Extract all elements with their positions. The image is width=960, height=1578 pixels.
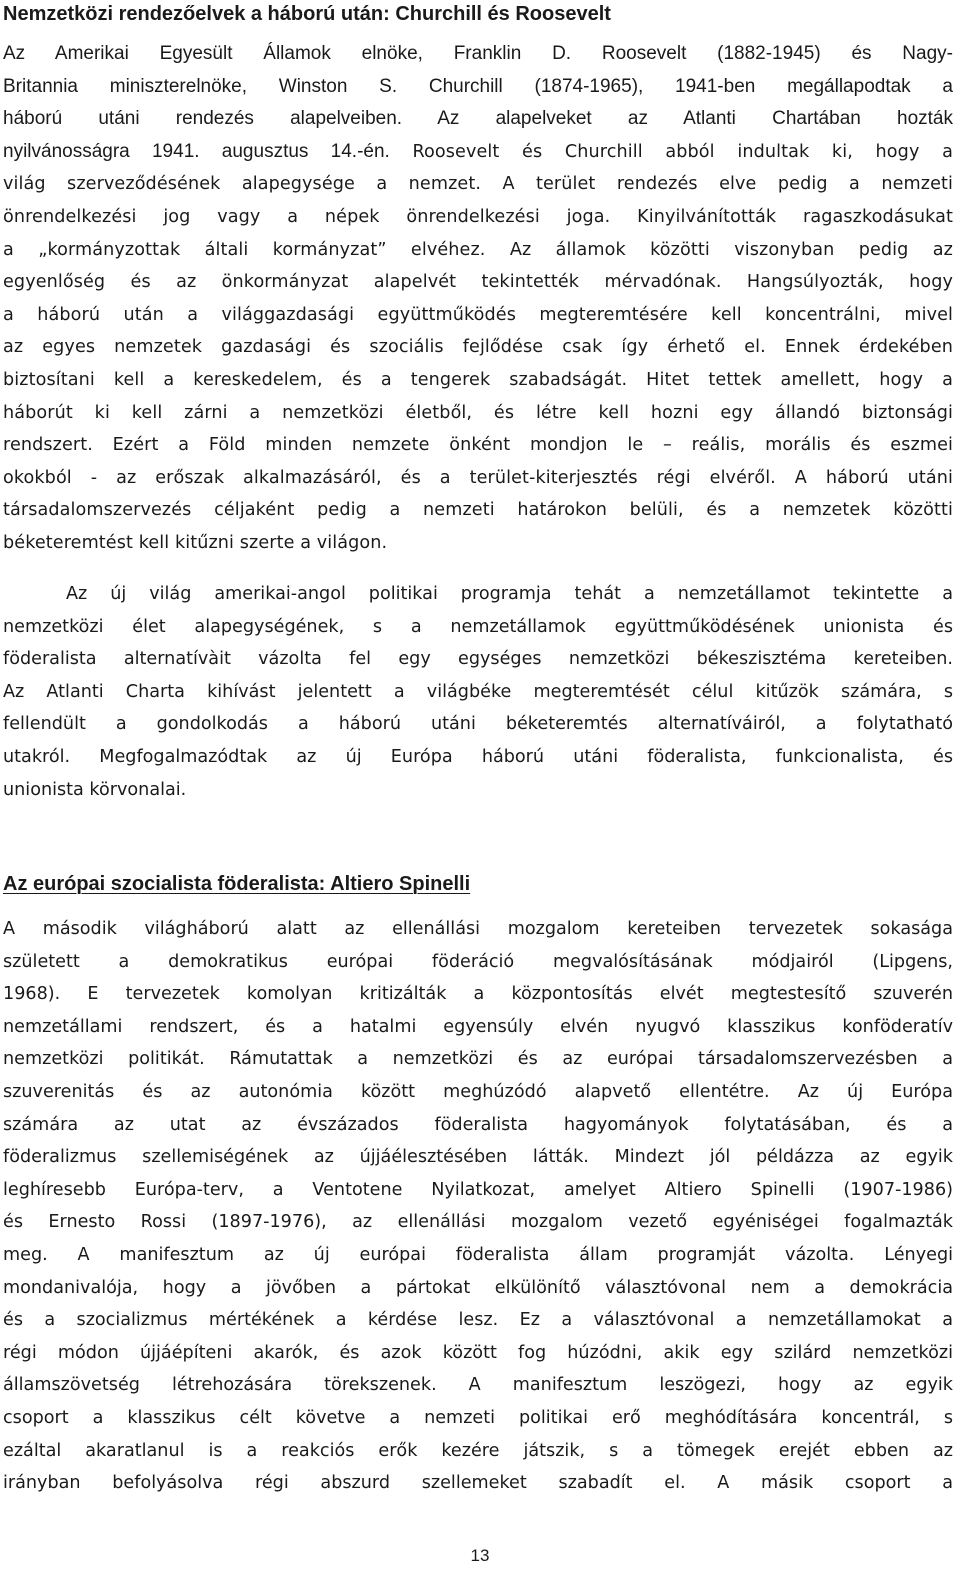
text-line: társadalomszervezés céljaként pedig a nemzeti határokon belüli, és a nemzetek közötti [3, 500, 953, 521]
text-line: béketeremtést kell kitűzni szerte a világon. [3, 532, 388, 553]
text-line: 1968). E tervezetek komolyan kritizálták a központosítás elvét megtestesítő szuverén [3, 984, 953, 1005]
text-line: A második világháború alatt az ellenállási mozgalom kereteiben tervezetek sokasága [3, 919, 953, 939]
text-line: irányban befolyásolva régi abszurd szellemeket szabadít el. A másik csoport a [3, 1473, 953, 1494]
text-line: meg. A manifesztum az új európai föderalista állam programját vázolta. Lényegi [3, 1244, 953, 1265]
text-line: leghíresebb Európa-terv, a Ventotene Nyilatkozat, amelyet Altiero Spinelli (1907-1986) [3, 1179, 953, 1200]
text-line: nemzetközi élet alapegységének, s a nemzetállamok együttműködésének unionista és [3, 616, 953, 637]
text-line: és a szocializmus mértékének a kérdése lesz. Ez a választóvonal a nemzetállamokat a [3, 1310, 953, 1331]
text-line: rendszert. Ezért a Föld minden nemzete önként mondjon le – reális, morális és eszmei [3, 435, 953, 456]
text-line: született a demokratikus európai föderáció megvalósításának módjairól (Lipgens, [3, 951, 953, 972]
page-number: 13 [470, 1546, 490, 1565]
text-line: fellendült a gondolkodás a háború utáni béketeremtés alternatíváiról, a folytatható [3, 714, 953, 735]
paragraph-anglo-american-program [3, 578, 953, 806]
text-line: az egyes nemzetek gazdasági és szociális fejlődése csak így érhető el. Ennek érdekében [3, 337, 953, 358]
text-line: világ szerveződésének alapegysége a nemzet. A terület rendezés elve pedig a nemzeti [3, 174, 953, 195]
section-heading-churchill-roosevelt: Nemzetközi rendezőelvek a háború után: Churchill és Roosevelt [3, 3, 611, 25]
text-line: a „kormányzottak általi kormányzat” elvéhez. Az államok közötti viszonyban pedig az [3, 239, 953, 260]
text-segment: nyilvánosságra 1941. augusztus 14.-én. [3, 140, 390, 162]
text-line: számára az utat az évszázados föderalista hagyományok folytatásában, és a [3, 1114, 953, 1135]
text-line: okokból - az erőszak alkalmazásáról, és a terület-kiterjesztés régi elvéről. A háború utáni [3, 467, 953, 488]
text-line: nemzetközi politikát. Rámutattak a nemzetközi és az európai társadalomszervezésben a [3, 1049, 953, 1070]
text-line-mixed [3, 136, 953, 169]
text-line: csoport a klasszikus célt követve a nemzeti politikai erő meghódítására koncentrál, s [3, 1407, 953, 1428]
text-line: szuverenitás és az autonómia között meghúzódó alapvető ellentétre. Az új Európa [3, 1081, 953, 1102]
text-line: nemzetállami rendszert, és a hatalmi egyensúly elvén nyugvó klasszikus konföderatív [3, 1016, 953, 1037]
text-line: unionista körvonalai. [3, 779, 187, 800]
text-line: mondanivalója, hogy a jövőben a pártokat elkülönítő választóvonal nem a demokrácia [3, 1277, 953, 1298]
text-line: Britannia miniszterelnöke, Winston S. Churchill (1874-1965), 1941-ben megállapodtak a [3, 75, 953, 97]
paragraph-ventotene [3, 913, 953, 1500]
text-line: Az Atlanti Charta kihívást jelentett a világbéke megteremtését célul kitűzök számára, s [3, 681, 953, 702]
text-line: Az Amerikai Egyesült Államok elnöke, Franklin D. Roosevelt (1882-1945) és Nagy- [3, 43, 953, 64]
text-segment: Roosevelt és Churchill abból indultak ki, hogy a [389, 141, 954, 162]
text-line: Az új világ amerikai-angol politikai programja tehát a nemzetállamot tekintette a [66, 584, 953, 604]
section-heading-spinelli: Az európai szocialista föderalista: Altiero Spinelli [3, 873, 471, 895]
paragraph-atlantic-charter [3, 38, 953, 560]
text-line: egyenlőség és az önkormányzat alapelvét tekintették mérvadónak. Hangsúlyozták, hogy [3, 272, 953, 293]
text-line: és Ernesto Rossi (1897-1976), az ellenállási mozgalom vezető egyéniségei fogalmazták [3, 1212, 953, 1233]
text-line: háború utáni rendezés alapelveiben. Az alapelveket az Atlanti Chartában hozták [3, 108, 953, 130]
text-line: föderalizmus szellemiségének az újjáélesztésében látták. Mindezt jól példázza az egyik [3, 1147, 953, 1168]
text-line: utakról. Megfogalmazódtak az új Európa háború utáni föderalista, funkcionalista, és [3, 746, 953, 767]
text-line: a háború után a világgazdasági együttműködés megteremtésére kell koncentrálni, mivel [3, 304, 953, 325]
text-line: ezáltal akaratlanul is a reakciós erők kezére játszik, s a tömegek erejét ebben az [3, 1440, 953, 1461]
text-line: államszövetség létrehozására törekszenek. A manifesztum leszögezi, hogy az egyik [3, 1375, 953, 1396]
text-line: önrendelkezési jog vagy a népek önrendelkezési joga. Kinyilvánították ragaszkodásukat [3, 206, 953, 227]
text-line: föderalista alternatívàit vázolta fel egy egységes nemzetközi békeszisztéma kereteiben. [3, 649, 953, 670]
text-line: háborút ki kell zárni a nemzetközi életből, és létre kell hozni egy állandó biztonsági [3, 402, 953, 423]
text-line: régi módon újjáépíteni akarók, és azok között fog húzódni, akik egy szilárd nemzetközi [3, 1342, 953, 1363]
text-line: biztosítani kell a kereskedelem, és a tengerek szabadságát. Hitet tettek amellett, hogy a [3, 369, 953, 390]
